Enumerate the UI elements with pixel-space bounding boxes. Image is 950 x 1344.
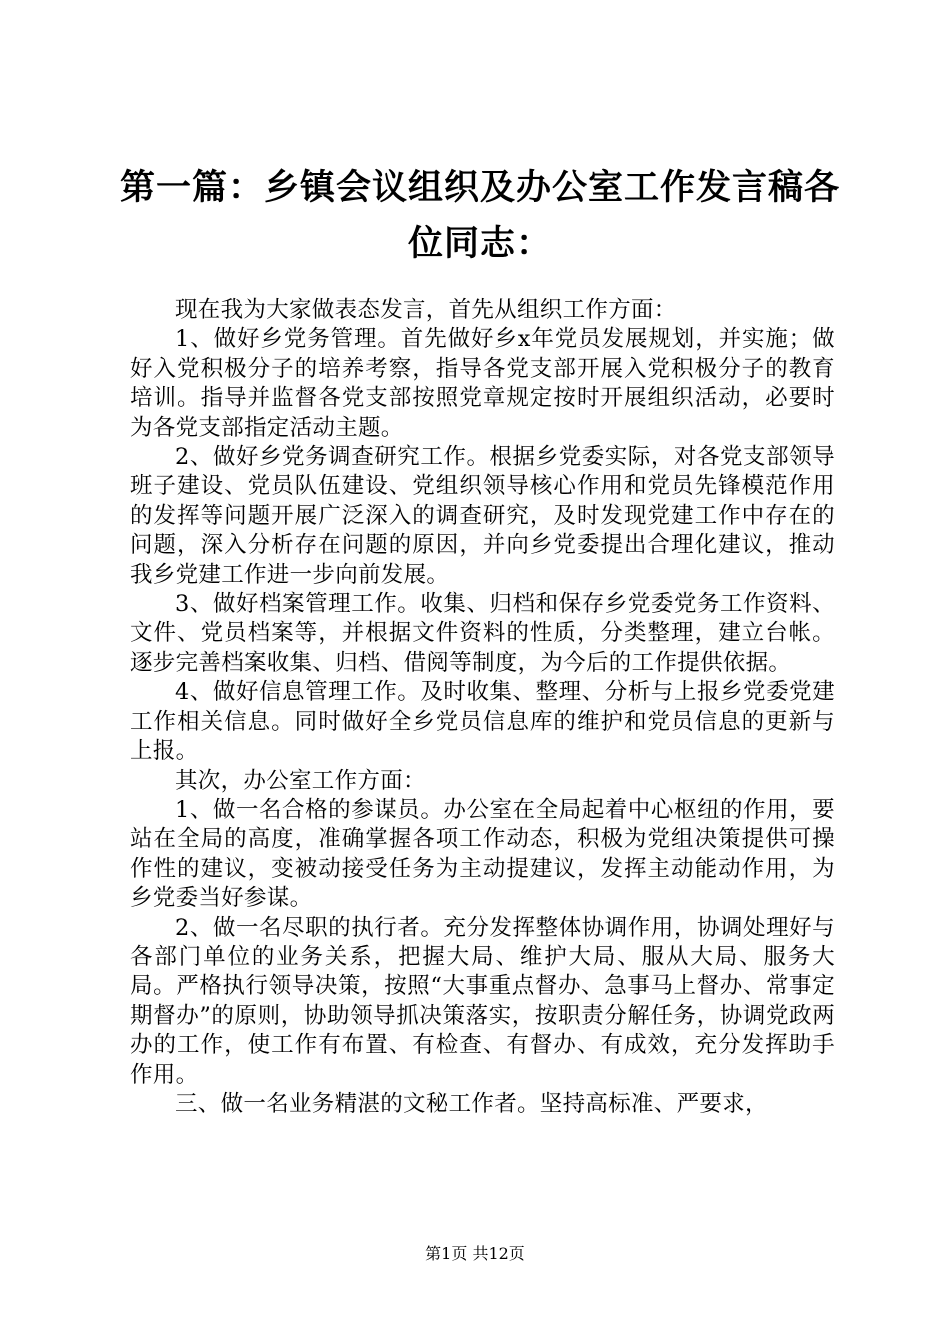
paragraph: 现在我为大家做表态发言，首先从组织工作方面：: [175, 297, 677, 323]
document-title: 第一篇：乡镇会议组织及办公室工作发言稿各位同志：: [119, 168, 840, 264]
paragraph: 4、做好信息管理工作。及时收集、整理、分析与上报乡党委党建工作相关信息。同时做好全乡党员信息库的维护和党员信息的更新与上报。: [130, 679, 835, 765]
paragraph: 2、做好乡党务调查研究工作。根据乡党委实际，对各党支部领导班子建设、党员队伍建设、党组织领导核心作用和党员先锋模范作用的发挥等问题开展广泛深入的调查研究，及时发现党建工作中存在的问题，深入分析存在问题的原因，并向乡党委提出合理化建议，推动我乡党建工作进一步向前发展。: [130, 444, 835, 588]
paragraph: 3、做好档案管理工作。收集、归档和保存乡党委党务工作资料、文件、党员档案等，并根据文件资料的性质，分类整理，建立台帐。逐步完善档案收集、归档、借阅等制度，为今后的工作提供依据。: [130, 591, 835, 676]
paragraph: 三、做一名业务精湛的文秘工作者。坚持高标准、严要求，: [175, 1090, 768, 1117]
page-footer: 第1页 共12页: [425, 1244, 525, 1263]
paragraph: 其次，办公室工作方面：: [175, 767, 426, 794]
paragraph: 1、做好乡党务管理。首先做好乡x年党员发展规划，并实施；做好入党积极分子的培养考察，指导各党支部开展入党积极分子的教育培训。指导并监督各党支部按照党章规定按时开展组织活动，必要时为各党支部指定活动主题。: [130, 326, 835, 441]
paragraph: 2、做一名尽职的执行者。充分发挥整体协调作用，协调处理好与各部门单位的业务关系，把握大局、维护大局、服从大局、服务大局。严格执行领导决策，按照“大事重点督办、急事马上督办、常事定期督办”的原则，协助领导抓决策落实，按职责分解任务，协调党政两办的工作，使工作有布置、有检查、有督办、有成效，充分发挥助手作用。: [130, 914, 835, 1088]
paragraph: 1、做一名合格的参谋员。办公室在全局起着中心枢纽的作用，要站在全局的高度，准确掌握各项工作动态，积极为党组决策提供可操作性的建议，变被动接受任务为主动提建议，发挥主动能动作用，为乡党委当好参谋。: [130, 796, 835, 912]
document-body: [130, 296, 835, 1119]
